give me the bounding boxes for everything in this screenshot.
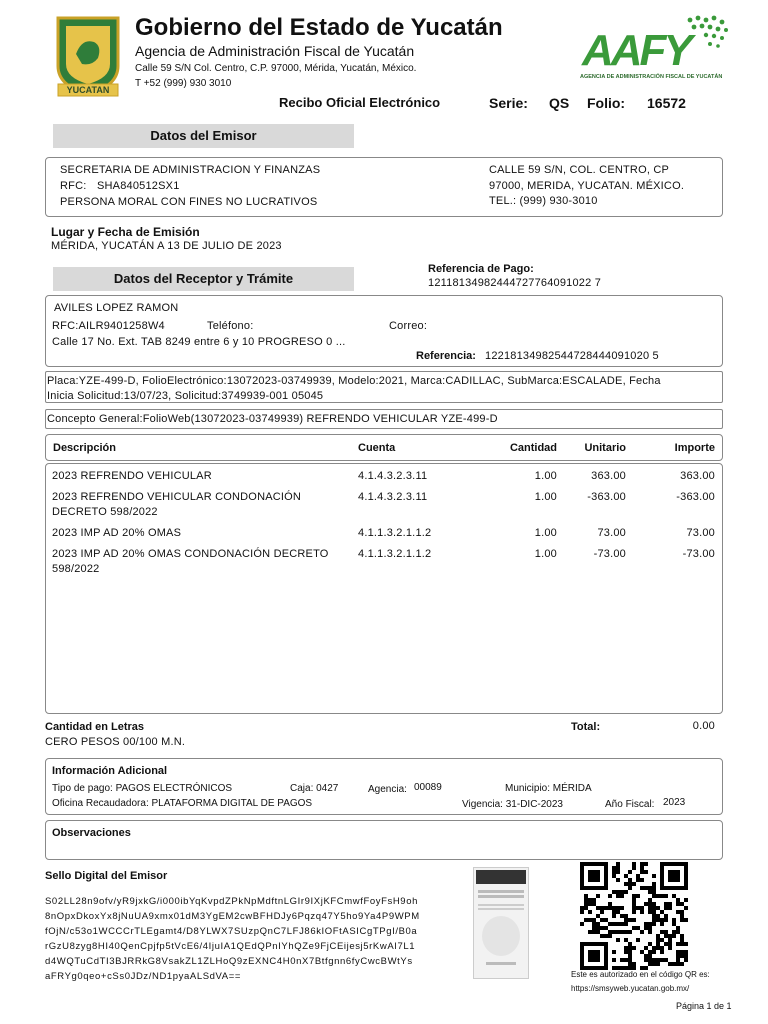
row-desc: 2023 IMP AD 20% OMAS CONDONACIÓN DECRETO: [52, 548, 329, 560]
state-seal: [52, 14, 124, 98]
observaciones-title: Observaciones: [52, 827, 131, 839]
aafy-logo-sub: AGENCIA DE ADMINISTRACIÓN FISCAL DE YUCATÁN: [580, 74, 723, 80]
header-address: Calle 59 S/N Col. Centro, C.P. 97000, Mérida, Yucatán, México.: [135, 63, 417, 74]
sello-text: [45, 894, 455, 984]
row-cuenta: 4.1.1.3.2.1.1.2: [358, 527, 432, 539]
sello-line: S02LL28n9ofv/yR9jxkG/i000ibYqKvpdZPkNpMdftnLGIr9IXjKFCmwfFoyFsH9oh: [45, 896, 418, 907]
th-cuenta: Cuenta: [358, 442, 396, 454]
row-desc-cont: DECRETO 598/2022: [52, 506, 158, 518]
info-municipio: Municipio: MÉRIDA: [505, 783, 592, 794]
row-cantidad: 1.00: [534, 470, 557, 482]
tramite-line-2: Inicia Solicitud:13/07/23, Solicitud:3749939-001 05045: [47, 390, 324, 402]
aafy-logo-text: AAFY: [582, 26, 690, 75]
emisor-rfc-value: SHA840512SX1: [97, 180, 180, 192]
government-title: Gobierno del Estado de Yucatán: [135, 14, 503, 41]
row-unitario: -363.00: [587, 491, 626, 503]
info-title: Información Adicional: [52, 765, 168, 777]
row-cantidad: 1.00: [534, 527, 557, 539]
row-unitario: 73.00: [597, 527, 626, 539]
sello-title: Sello Digital del Emisor: [45, 870, 168, 882]
emisor-tel: TEL.: (999) 930-3010: [489, 195, 598, 207]
folio-value: 16572: [647, 95, 686, 111]
serie-value: QS: [549, 95, 570, 111]
th-descripcion: Descripción: [53, 442, 116, 454]
sello-line: rGzU8zyg8HI40QenCpjfp5tVcE6/4IjuIA1QEdQPnIYhQZe9FjCEijesj5rKwAI7L1: [45, 941, 416, 952]
emision-label: Lugar y Fecha de Emisión: [51, 225, 200, 239]
observaciones-box: [45, 820, 723, 860]
row-cantidad: 1.00: [534, 491, 557, 503]
info-agencia-label: Agencia:: [368, 784, 407, 795]
agency-name: Agencia de Administración Fiscal de Yucatán: [135, 43, 415, 59]
referencia-value: 12218134982544728444091020 5: [485, 350, 659, 362]
emisor-section-title: Datos del Emisor: [53, 124, 354, 148]
row-desc: 2023 REFRENDO VEHICULAR: [52, 470, 212, 482]
emisor-address-1: CALLE 59 S/N, COL. CENTRO, CP: [489, 164, 670, 176]
row-cuenta: 4.1.4.3.2.3.11: [358, 491, 428, 503]
ref-pago-value: 12118134982444727764091022 7: [428, 277, 602, 289]
seal-text: YUCATAN: [66, 85, 110, 95]
concepto-general: Concepto General:FolioWeb(13072023-03749939) REFRENDO VEHICULAR YZE-499-D: [47, 413, 498, 425]
header-phone: T +52 (999) 930 3010: [135, 78, 232, 89]
emisor-rfc-label: RFC:: [60, 180, 87, 192]
folio-label: Folio:: [587, 95, 626, 111]
row-unitario: 363.00: [591, 470, 626, 482]
info-vigencia: Vigencia: 31-DIC-2023: [462, 799, 563, 810]
th-unitario: Unitario: [584, 442, 626, 454]
sello-line: d4WQTuCdTI3BJRRkG8VsakZL1ZLHoQ9zEXNC4H0nX7Btfgnn6fyCwcBWtYs: [45, 956, 413, 967]
sello-line: aFRYg0qeo+cSs0JDz/ND1pyaALSdVA==: [45, 971, 242, 982]
row-cuenta: 4.1.1.3.2.1.1.2: [358, 548, 432, 560]
row-cuenta: 4.1.4.3.2.3.11: [358, 470, 428, 482]
row-importe: 73.00: [686, 527, 715, 539]
receptor-telefono-label: Teléfono:: [207, 320, 254, 332]
th-importe: Importe: [674, 442, 715, 454]
sello-line: 8nOpxDkoxYx8jNuUA9xmx01dM3YgEM2cwBFHDJy6Pqzq47Y5ho9Ya4P9WPM: [45, 911, 420, 922]
sello-line: fOjN/c53o1WCCCrTLEgamt4/D8YLWX7SUzpQnC7LFJ86kIOFtASICgTPgI/B0a: [45, 926, 418, 937]
total-value: 0.00: [692, 720, 715, 732]
row-importe: -73.00: [682, 548, 715, 560]
row-desc: 2023 IMP AD 20% OMAS: [52, 527, 182, 539]
tramite-line-1: Placa:YZE-499-D, FolioElectrónico:13072023-03749939, Modelo:2021, Marca:CADILLAC, SubMarca:ESCALADE, Fecha: [47, 375, 661, 387]
sat-document-thumbnail: [473, 867, 529, 979]
info-anio-label: Año Fiscal:: [605, 799, 655, 810]
info-agencia-value: 00089: [414, 782, 442, 793]
letras-value: CERO PESOS 00/100 M.N.: [45, 736, 186, 748]
emisor-type: PERSONA MORAL CON FINES NO LUCRATIVOS: [60, 196, 318, 208]
row-unitario: -73.00: [593, 548, 626, 560]
emisor-address-2: 97000, MERIDA, YUCATAN. MÉXICO.: [489, 180, 685, 192]
receptor-section-title: Datos del Receptor y Trámite: [53, 267, 354, 291]
total-label: Total:: [571, 721, 601, 733]
info-anio-value: 2023: [663, 797, 686, 808]
th-cantidad: Cantidad: [509, 442, 557, 454]
info-tipo-pago: Tipo de pago: PAGOS ELECTRÓNICOS: [52, 783, 233, 794]
receipt-title: Recibo Oficial Electrónico: [279, 95, 441, 110]
ref-pago-label: Referencia de Pago:: [428, 263, 534, 275]
serie-label: Serie:: [489, 95, 528, 111]
qr-code: [580, 862, 688, 970]
info-caja: Caja: 0427: [290, 783, 339, 794]
row-cantidad: 1.00: [534, 548, 557, 560]
receptor-name: AVILES LOPEZ RAMON: [54, 302, 179, 314]
referencia-label: Referencia:: [416, 350, 476, 362]
qr-caption-1: Este es autorizado en el código QR es:: [571, 970, 710, 979]
row-desc: 2023 REFRENDO VEHICULAR CONDONACIÓN: [52, 491, 302, 503]
emision-value: MÉRIDA, YUCATÁN A 13 DE JULIO DE 2023: [51, 240, 282, 252]
row-desc-cont: 598/2022: [52, 563, 100, 575]
letras-label: Cantidad en Letras: [45, 721, 145, 733]
receptor-correo-label: Correo:: [389, 320, 428, 332]
emisor-name: SECRETARIA DE ADMINISTRACION Y FINANZAS: [60, 164, 321, 176]
aafy-logo: [580, 14, 732, 84]
page-number: Página 1 de 1: [676, 1001, 732, 1011]
row-importe: -363.00: [676, 491, 715, 503]
receptor-rfc: RFC:AILR9401258W4: [52, 320, 165, 332]
row-importe: 363.00: [680, 470, 715, 482]
receptor-address: Calle 17 No. Ext. TAB 8249 entre 6 y 10 PROGRESO 0 ...: [52, 336, 346, 348]
info-oficina: Oficina Recaudadora: PLATAFORMA DIGITAL DE PAGOS: [52, 798, 313, 809]
qr-caption-2[interactable]: https://smsyweb.yucatan.gob.mx/: [571, 984, 690, 993]
